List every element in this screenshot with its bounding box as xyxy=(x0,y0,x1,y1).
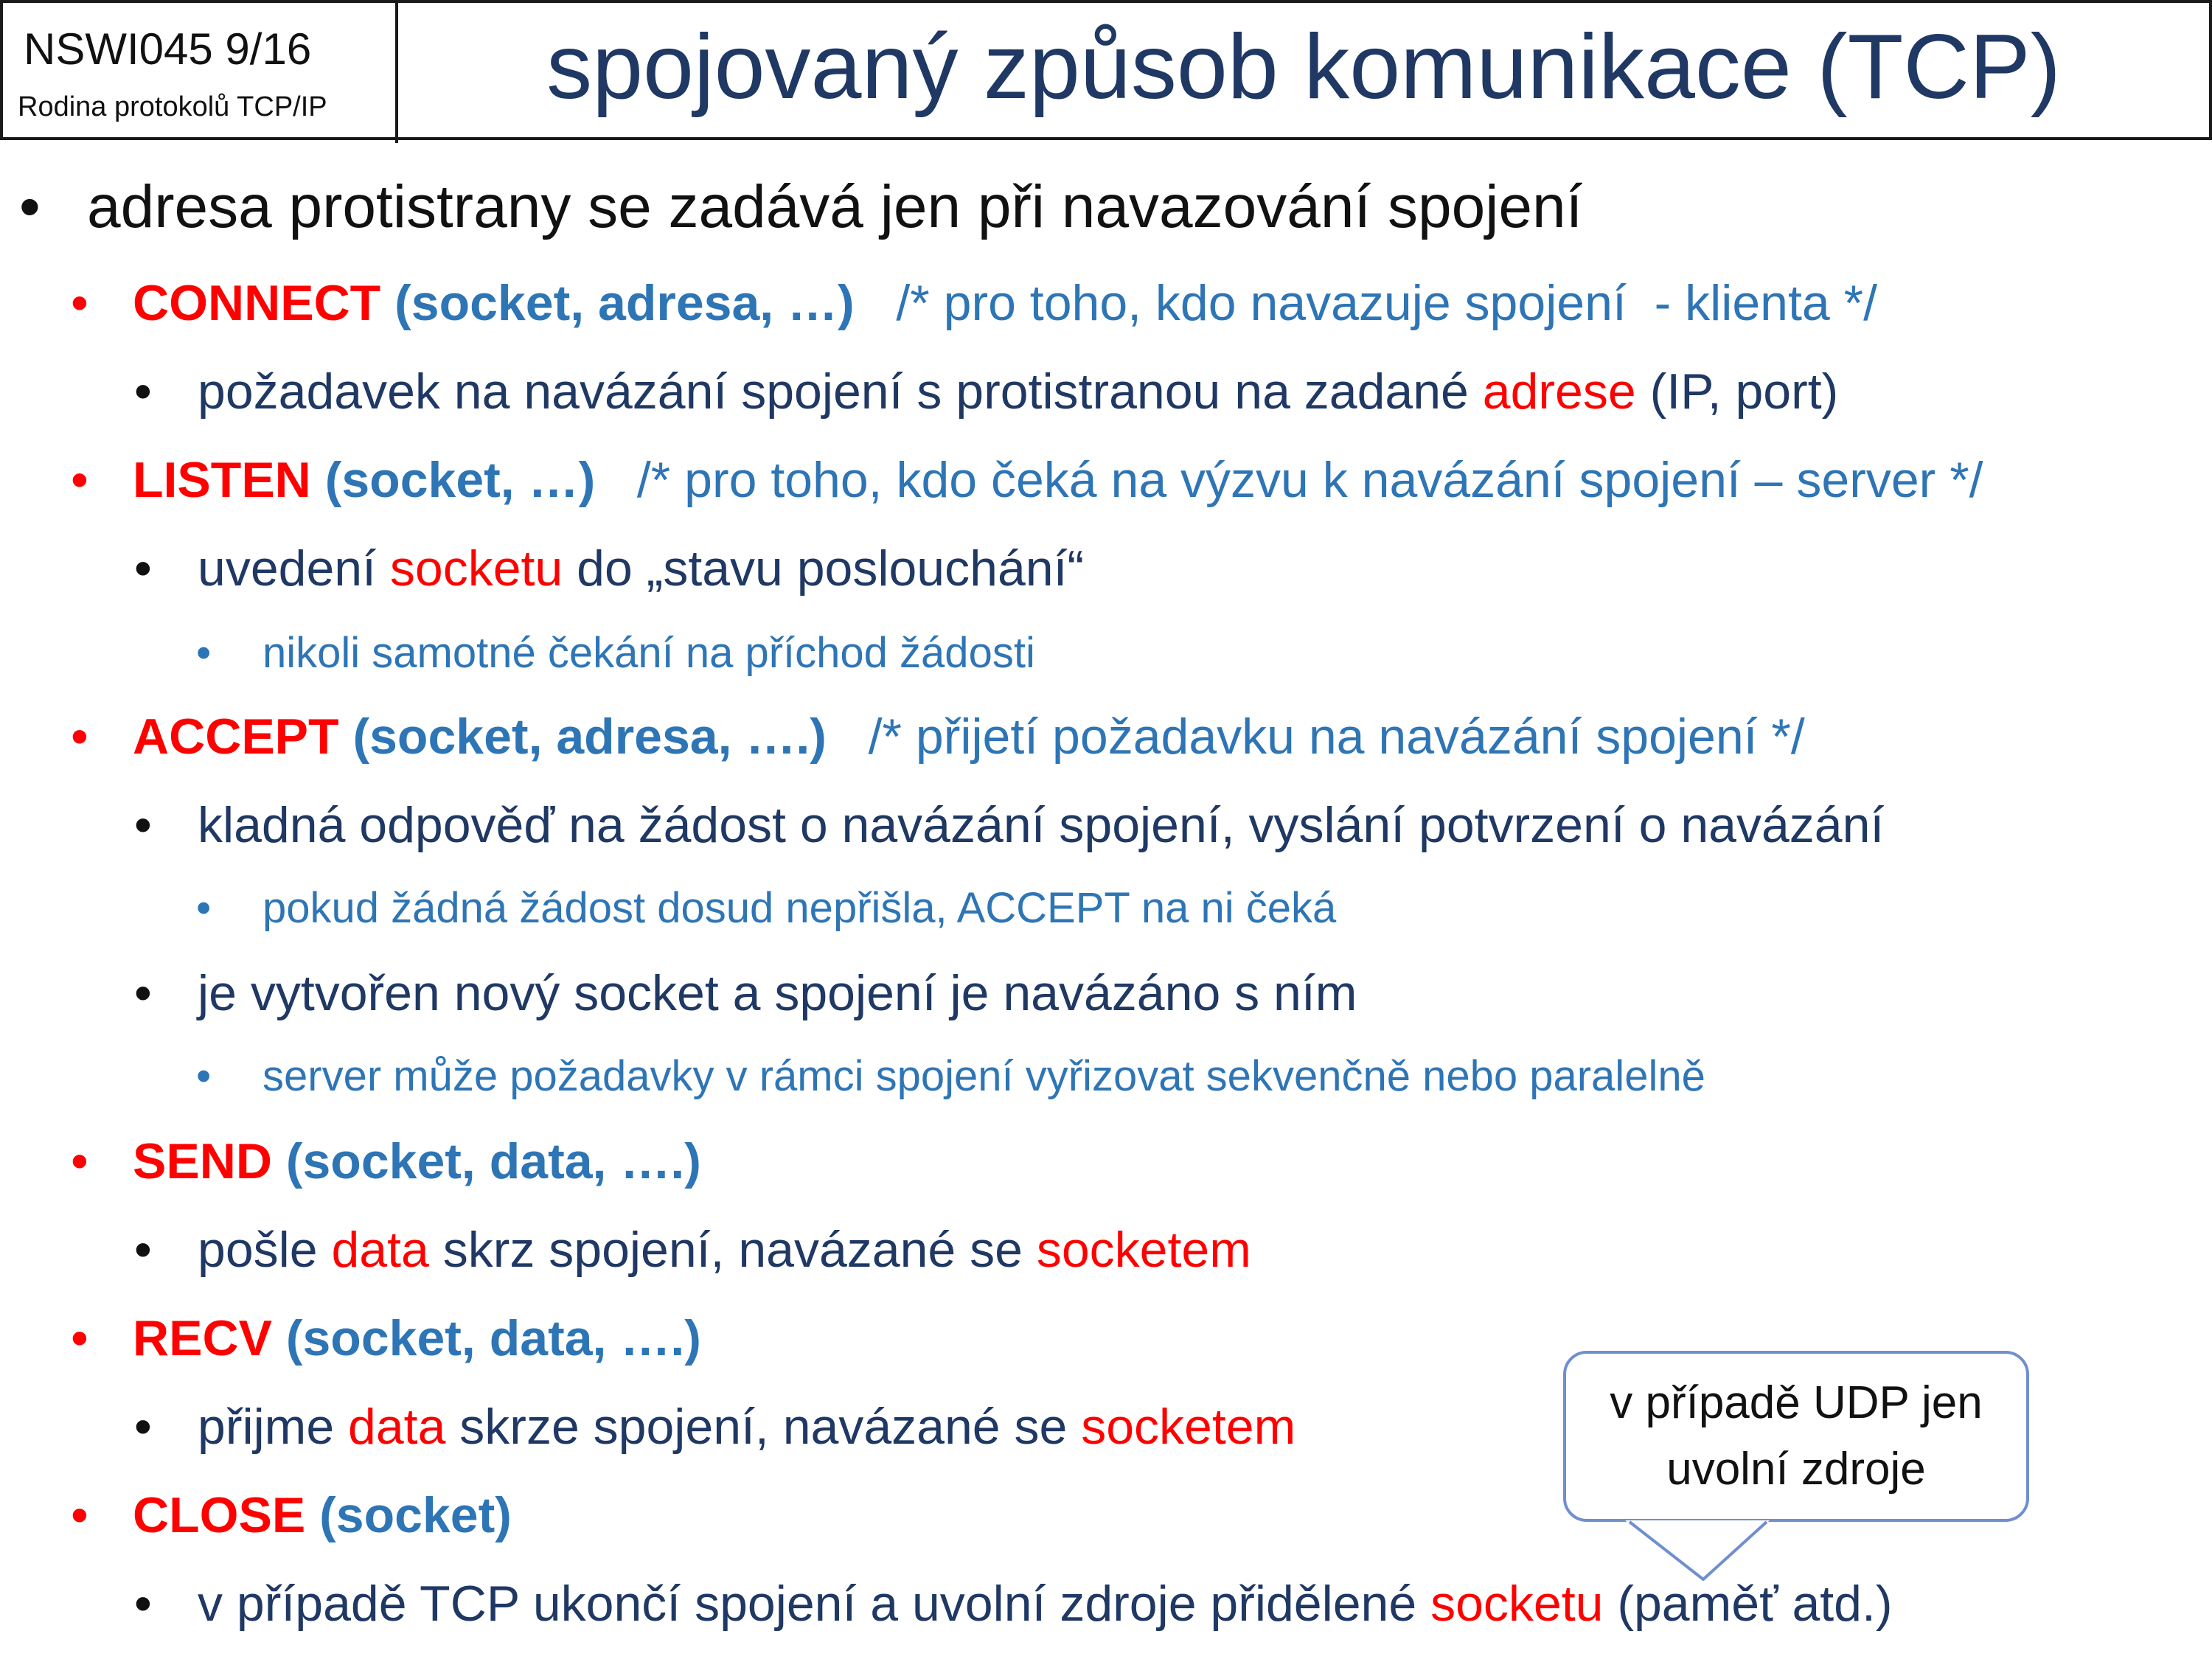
course-name: Rodina protokolů TCP/IP xyxy=(18,91,327,122)
bullet-text: kladná odpověď na žádost o navázání spojení, vyslání potvrzení o navázání xyxy=(198,797,1885,853)
udp-callout xyxy=(1563,1351,2029,1522)
bullet-text: nikoli samotné čekání na příchod žádosti xyxy=(262,629,1035,677)
bullet-dot: • xyxy=(134,1399,152,1455)
callout-line-1: v případě UDP jen xyxy=(1610,1377,1983,1428)
text-part: požadavek na navázání spojení s protistranou na zadané xyxy=(198,364,1483,420)
bullet-accept-sub-1 xyxy=(196,883,1337,933)
bullet-send-desc xyxy=(134,1221,1251,1279)
bullet-dot: • xyxy=(134,797,152,853)
bullet-dot: • xyxy=(196,1052,212,1100)
course-code: NSWI045 9/16 xyxy=(24,24,312,74)
command-args: (socket, data, ….) xyxy=(271,1310,701,1366)
bullet-text: pokud žádná žádost dosud nepřišla, ACCEPT na ni čeká xyxy=(262,884,1337,932)
bullet-dot: • xyxy=(71,275,88,331)
bullet-dot: • xyxy=(71,1310,88,1366)
bullet-dot: • xyxy=(134,1222,152,1278)
highlight-word: socketem xyxy=(1036,1222,1251,1278)
highlight-word: adrese xyxy=(1482,364,1636,420)
bullet-listen-sub xyxy=(196,628,1035,678)
command-name: LISTEN xyxy=(133,452,311,508)
text-part: (IP, port) xyxy=(1635,364,1839,420)
text-part: pošle xyxy=(198,1222,332,1278)
bullet-dot: • xyxy=(134,364,152,420)
bullet-dot: • xyxy=(196,884,212,932)
bullet-accept-desc-1 xyxy=(134,796,1885,854)
text-part: skrz spojení, navázané se xyxy=(428,1222,1037,1278)
text-part: skrze spojení, navázané se xyxy=(445,1399,1082,1455)
bullet-connect xyxy=(71,274,1877,332)
bullet-dot: • xyxy=(71,709,88,765)
bullet-dot: • xyxy=(71,1133,88,1189)
bullet-dot: • xyxy=(134,965,152,1021)
command-args: (socket) xyxy=(305,1487,512,1543)
bullet-text: adresa protistrany se zadává jen při navazování spojení xyxy=(87,173,1583,240)
highlight-word: socketu xyxy=(389,540,563,597)
bullet-accept-desc-2 xyxy=(134,964,1357,1022)
bullet-dot: • xyxy=(134,540,152,597)
highlight-word: data xyxy=(331,1222,429,1278)
highlight-word: socketem xyxy=(1081,1399,1296,1455)
bullet-accept xyxy=(71,708,1805,765)
callout-line-2: uvolní zdroje xyxy=(1666,1444,1926,1495)
bullet-dot: • xyxy=(196,629,212,677)
command-comment: /* pro toho, kdo navazuje spojení - klienta */ xyxy=(854,275,1877,331)
highlight-word: data xyxy=(348,1399,446,1455)
command-name: ACCEPT xyxy=(133,709,339,765)
text-part: v případě TCP ukončí spojení a uvolní zdroje přidělené xyxy=(198,1576,1431,1632)
bullet-address-note xyxy=(19,173,1583,242)
command-args: (socket, adresa, ….) xyxy=(338,709,827,765)
command-name: SEND xyxy=(133,1133,272,1189)
bullet-connect-desc xyxy=(134,363,1839,420)
bullet-dot: • xyxy=(71,452,88,508)
highlight-word: socketu xyxy=(1430,1576,1604,1632)
bullet-dot: • xyxy=(19,173,41,240)
bullet-text: je vytvořen nový socket a spojení je navázáno s ním xyxy=(198,965,1357,1021)
bullet-send xyxy=(71,1133,701,1190)
bullet-listen xyxy=(71,451,1983,509)
slide-title: spojovaný způsob komunikace (TCP) xyxy=(546,16,2061,118)
text-part: uvedení xyxy=(198,540,390,597)
bullet-recv-desc xyxy=(134,1398,1296,1455)
bullet-accept-sub-2 xyxy=(196,1051,1705,1101)
command-name: CONNECT xyxy=(133,275,381,331)
command-args: (socket, adresa, …) xyxy=(380,275,855,331)
command-comment: /* přijetí požadavku na navázání spojení */ xyxy=(826,709,1805,765)
bullet-text: server může požadavky v rámci spojení vyřizovat sekvenčně nebo paralelně xyxy=(262,1052,1705,1100)
text-part: do „stavu poslouchání“ xyxy=(563,540,1085,597)
command-args: (socket, …) xyxy=(310,452,596,508)
bullet-dot: • xyxy=(71,1487,88,1543)
bullet-close xyxy=(71,1486,512,1544)
text-part: přijme xyxy=(198,1399,349,1455)
command-name: RECV xyxy=(133,1310,272,1366)
command-name: CLOSE xyxy=(133,1487,306,1543)
bullet-dot: • xyxy=(134,1576,152,1632)
bullet-recv xyxy=(71,1310,701,1367)
text-part: (paměť atd.) xyxy=(1603,1576,1893,1632)
bullet-listen-desc xyxy=(134,540,1085,597)
command-comment: /* pro toho, kdo čeká na výzvu k navázání spojení – server */ xyxy=(595,452,1983,508)
callout-tail xyxy=(1622,1520,1784,1584)
command-args: (socket, data, ….) xyxy=(271,1133,701,1189)
